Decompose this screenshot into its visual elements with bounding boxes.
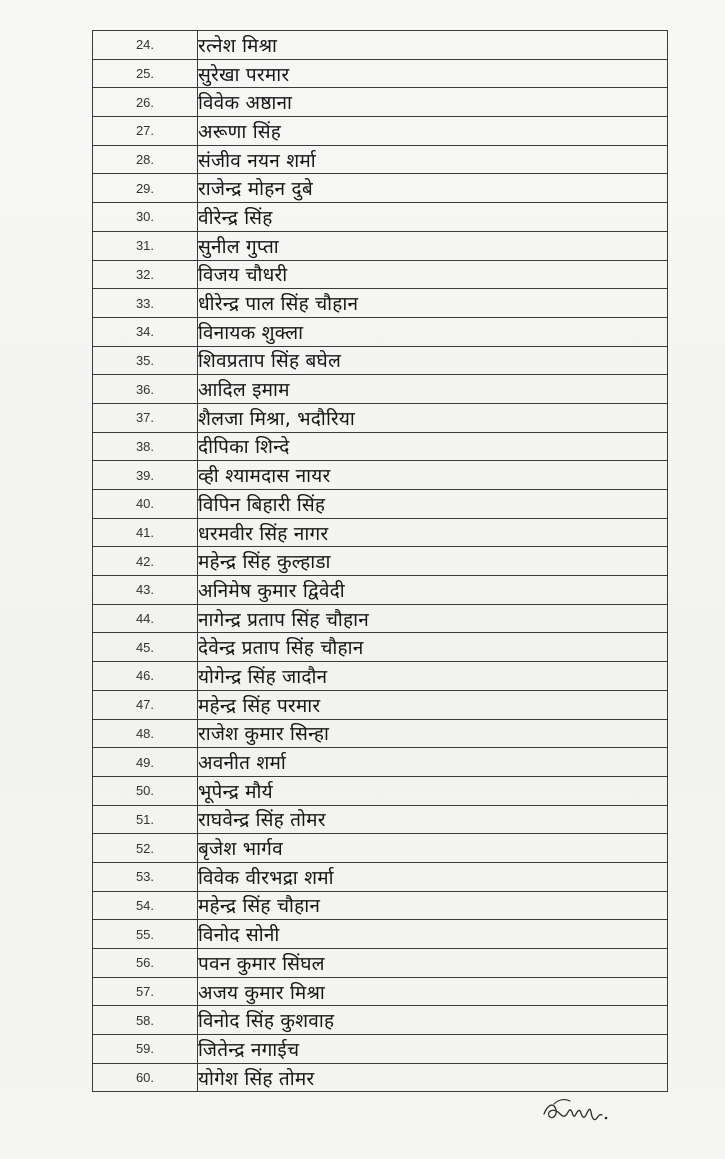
table-row [93, 346, 668, 375]
serial-number-cell: 58. [93, 1006, 198, 1035]
table-row [93, 260, 668, 289]
serial-number-cell: 24. [93, 31, 198, 60]
table-row [93, 203, 668, 232]
serial-number-cell: 46. [93, 662, 198, 691]
serial-number-cell: 35. [93, 346, 198, 375]
serial-number-cell: 51. [93, 805, 198, 834]
officer-name-cell: राघवेन्द्र सिंह तोमर [198, 805, 668, 834]
table-row [93, 432, 668, 461]
officer-name-cell: देवेन्द्र प्रताप सिंह चौहान [198, 633, 668, 662]
serial-number-cell: 42. [93, 547, 198, 576]
table-row [93, 949, 668, 978]
table-row [93, 690, 668, 719]
officer-name-cell: भूपेन्द्र मौर्य [198, 776, 668, 805]
table-row [93, 633, 668, 662]
officer-name-cell: धरमवीर सिंह नागर [198, 518, 668, 547]
serial-number-cell: 48. [93, 719, 198, 748]
officer-name-cell: महेन्द्र सिंह चौहान [198, 891, 668, 920]
table-row [93, 174, 668, 203]
serial-number-cell: 29. [93, 174, 198, 203]
serial-number-cell: 56. [93, 949, 198, 978]
table-row [93, 1063, 668, 1092]
table-row [93, 403, 668, 432]
officer-name-cell: विपिन बिहारी सिंह [198, 490, 668, 519]
officer-name-cell: विनोद सोनी [198, 920, 668, 949]
table-row [93, 547, 668, 576]
serial-number-cell: 59. [93, 1035, 198, 1064]
officer-name-cell: अरूणा सिंह [198, 117, 668, 146]
officer-name-cell: सुनील गुप्ता [198, 231, 668, 260]
handwritten-signature [540, 1092, 612, 1134]
serial-number-cell: 57. [93, 977, 198, 1006]
serial-number-cell: 47. [93, 690, 198, 719]
officer-name-cell: आदिल इमाम [198, 375, 668, 404]
table-row [93, 31, 668, 60]
names-table-body [93, 31, 668, 1092]
serial-number-cell: 55. [93, 920, 198, 949]
officer-name-cell: दीपिका शिन्दे [198, 432, 668, 461]
officer-name-cell: व्ही श्यामदास नायर [198, 461, 668, 490]
table-row [93, 862, 668, 891]
officer-name-cell: विनायक शुक्ला [198, 317, 668, 346]
serial-number-cell: 28. [93, 145, 198, 174]
serial-number-cell: 36. [93, 375, 198, 404]
table-row [93, 834, 668, 863]
officer-name-cell: बृजेश भार्गव [198, 834, 668, 863]
serial-number-cell: 54. [93, 891, 198, 920]
table-row [93, 461, 668, 490]
officer-name-cell: योगेश सिंह तोमर [198, 1063, 668, 1092]
serial-number-cell: 26. [93, 88, 198, 117]
officer-name-cell: अजय कुमार मिश्रा [198, 977, 668, 1006]
table-row [93, 1006, 668, 1035]
officer-name-cell: धीरेन्द्र पाल सिंह चौहान [198, 289, 668, 318]
table-row [93, 776, 668, 805]
table-row [93, 145, 668, 174]
officer-name-cell: रत्नेश मिश्रा [198, 31, 668, 60]
table-row [93, 88, 668, 117]
serial-number-cell: 34. [93, 317, 198, 346]
officer-name-cell: पवन कुमार सिंघल [198, 949, 668, 978]
officer-name-cell: शिवप्रताप सिंह बघेल [198, 346, 668, 375]
officer-name-cell: महेन्द्र सिंह कुल्हाडा [198, 547, 668, 576]
table-row [93, 604, 668, 633]
officer-name-cell: नागेन्द्र प्रताप सिंह चौहान [198, 604, 668, 633]
table-row [93, 117, 668, 146]
serial-number-cell: 43. [93, 576, 198, 605]
serial-number-cell: 41. [93, 518, 198, 547]
serial-number-cell: 25. [93, 59, 198, 88]
serial-number-cell: 60. [93, 1063, 198, 1092]
officer-name-cell: विनोद सिंह कुशवाह [198, 1006, 668, 1035]
serial-number-cell: 44. [93, 604, 198, 633]
table-row [93, 289, 668, 318]
officer-name-cell: विवेक अष्ठाना [198, 88, 668, 117]
table-row [93, 490, 668, 519]
table-row [93, 748, 668, 777]
table-row [93, 977, 668, 1006]
table-row [93, 59, 668, 88]
table-row [93, 719, 668, 748]
serial-number-cell: 53. [93, 862, 198, 891]
table-row [93, 576, 668, 605]
serial-number-cell: 32. [93, 260, 198, 289]
table-row [93, 375, 668, 404]
serial-number-cell: 52. [93, 834, 198, 863]
officer-name-cell: वीरेन्द्र सिंह [198, 203, 668, 232]
serial-number-cell: 31. [93, 231, 198, 260]
officer-name-cell: संजीव नयन शर्मा [198, 145, 668, 174]
names-table [92, 30, 668, 1092]
officer-name-cell: जितेन्द्र नगाईच [198, 1035, 668, 1064]
table-row [93, 920, 668, 949]
table-row [93, 231, 668, 260]
table-row [93, 1035, 668, 1064]
serial-number-cell: 49. [93, 748, 198, 777]
serial-number-cell: 38. [93, 432, 198, 461]
officer-name-cell: राजेश कुमार सिन्हा [198, 719, 668, 748]
table-row [93, 317, 668, 346]
table-row [93, 805, 668, 834]
serial-number-cell: 30. [93, 203, 198, 232]
serial-number-cell: 39. [93, 461, 198, 490]
officer-name-cell: अवनीत शर्मा [198, 748, 668, 777]
officer-name-cell: सुरेखा परमार [198, 59, 668, 88]
serial-number-cell: 40. [93, 490, 198, 519]
officer-name-cell: योगेन्द्र सिंह जादौन [198, 662, 668, 691]
serial-number-cell: 50. [93, 776, 198, 805]
serial-number-cell: 33. [93, 289, 198, 318]
table-row [93, 518, 668, 547]
serial-number-cell: 37. [93, 403, 198, 432]
officer-name-cell: शैलजा मिश्रा, भदौरिया [198, 403, 668, 432]
table-row [93, 662, 668, 691]
table-row [93, 891, 668, 920]
serial-number-cell: 45. [93, 633, 198, 662]
officer-name-cell: विवेक वीरभद्रा शर्मा [198, 862, 668, 891]
officer-name-cell: अनिमेष कुमार द्विवेदी [198, 576, 668, 605]
officer-name-cell: विजय चौधरी [198, 260, 668, 289]
officer-name-cell: राजेन्द्र मोहन दुबे [198, 174, 668, 203]
officer-name-cell: महेन्द्र सिंह परमार [198, 690, 668, 719]
serial-number-cell: 27. [93, 117, 198, 146]
